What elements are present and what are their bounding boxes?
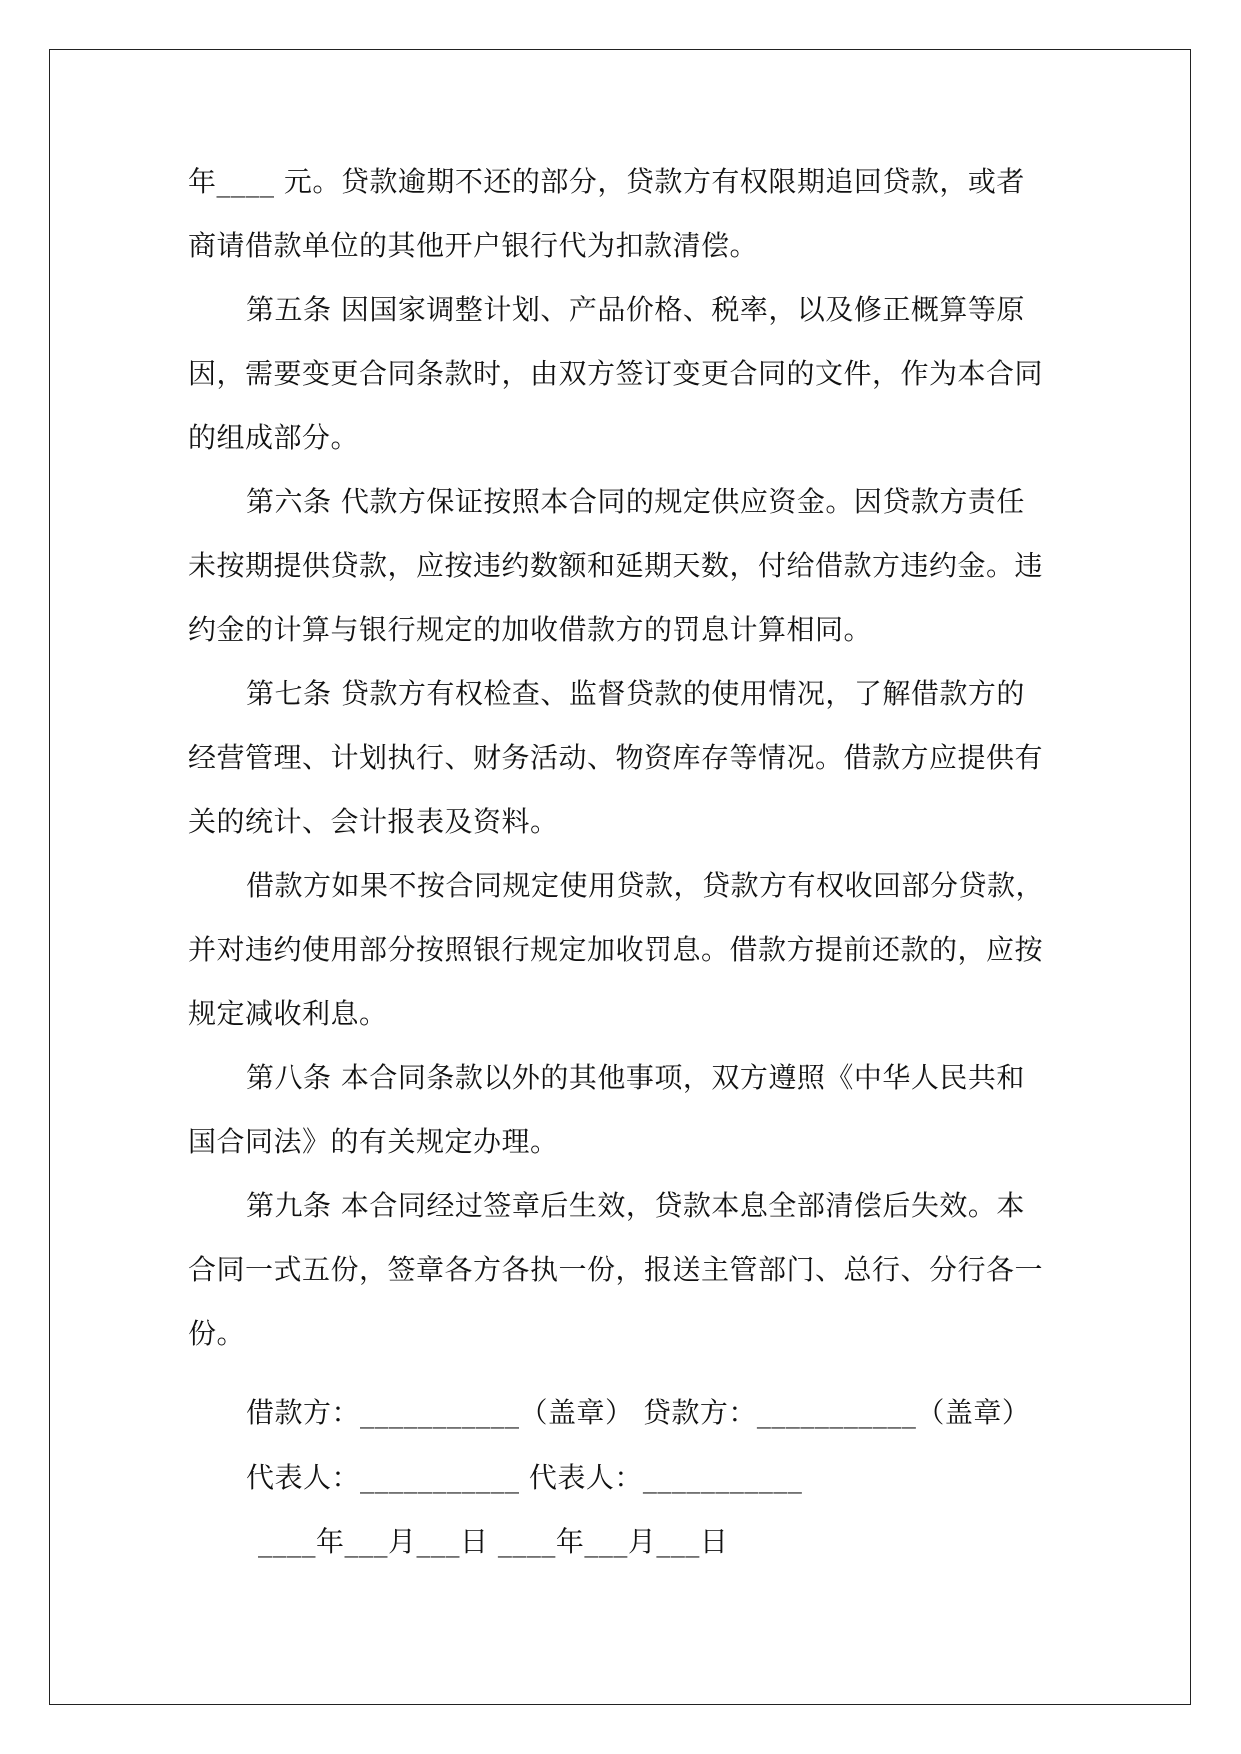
text-line: 规定减收利息。: [188, 997, 388, 1030]
text-line: 经营管理、计划执行、财务活动、物资库存等情况。借款方应提供有: [188, 741, 1044, 774]
text-line: 国合同法》的有关规定办理。: [188, 1125, 559, 1158]
signature-borrower-lender-line: 借款方：___________（盖章） 贷款方：___________（盖章）: [246, 1396, 1031, 1429]
signature-date-line: ____年___月___日 ____年___月___日: [258, 1525, 729, 1558]
text-line: 年____ 元。贷款逾期不还的部分，贷款方有权限期追回贷款，或者: [188, 165, 1025, 198]
text-line: 借款方如果不按合同规定使用贷款，贷款方有权收回部分贷款，: [246, 869, 1045, 902]
text-line: 的组成部分。: [188, 421, 360, 454]
text-line: 第五条 因国家调整计划、产品价格、税率，以及修正概算等原: [246, 293, 1025, 326]
text-line: 因，需要变更合同条款时，由双方签订变更合同的文件，作为本合同: [188, 357, 1044, 390]
signature-representative-line: 代表人：___________ 代表人：___________: [246, 1461, 803, 1494]
paragraph-article-7-misuse: [188, 854, 1058, 1046]
paragraph-article-5: [188, 278, 1058, 470]
text-line: 合同一式五份，签章各方各执一份，报送主管部门、总行、分行各一: [188, 1253, 1044, 1286]
paragraph-continuation: [188, 150, 1058, 278]
text-line: 未按期提供贷款，应按违约数额和延期天数，付给借款方违约金。违: [188, 549, 1044, 582]
paragraph-article-6: [188, 470, 1058, 662]
text-line: 约金的计算与银行规定的加收借款方的罚息计算相同。: [188, 613, 873, 646]
text-line: 第九条 本合同经过签章后生效，贷款本息全部清偿后失效。本: [246, 1189, 1025, 1222]
paragraph-article-7: [188, 662, 1058, 854]
text-line: 份。: [188, 1317, 246, 1350]
text-line: 并对违约使用部分按照银行规定加收罚息。借款方提前还款的，应按: [188, 933, 1044, 966]
text-line: 第八条 本合同条款以外的其他事项，双方遵照《中华人民共和: [246, 1061, 1025, 1094]
text-line: 关的统计、会计报表及资料。: [188, 805, 559, 838]
text-line: 商请借款单位的其他开户银行代为扣款清偿。: [188, 229, 759, 262]
paragraph-article-8: [188, 1046, 1058, 1174]
text-line: 第六条 代款方保证按照本合同的规定供应资金。因贷款方责任: [246, 485, 1025, 518]
paragraph-article-9: [188, 1174, 1058, 1366]
document-body: [188, 150, 1058, 1366]
text-line: 第七条 贷款方有权检查、监督贷款的使用情况，了解借款方的: [246, 677, 1025, 710]
